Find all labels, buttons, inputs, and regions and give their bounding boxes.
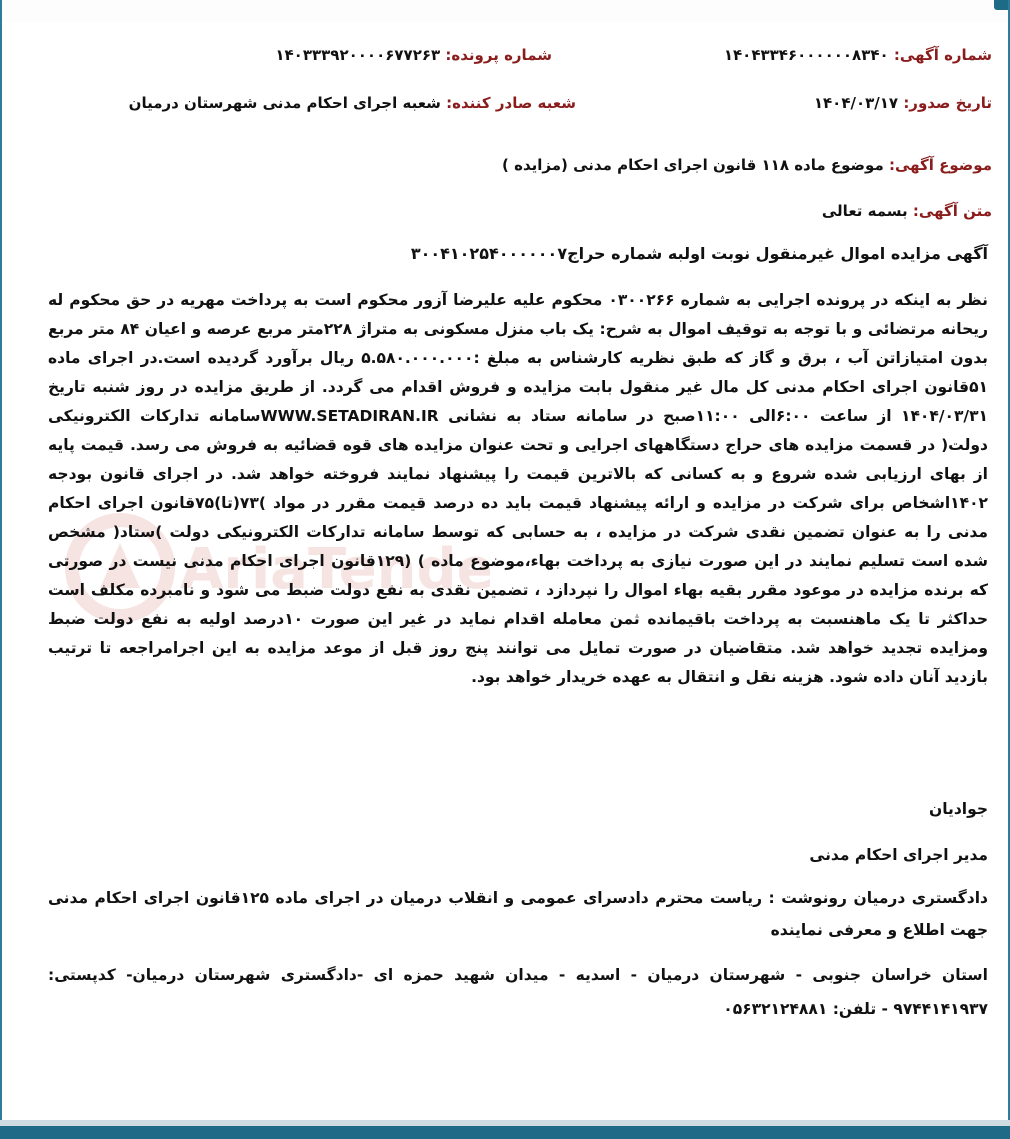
ad-number-row bbox=[724, 46, 992, 64]
issue-date: ۱۴۰۴/۰۳/۱۷ bbox=[813, 94, 899, 112]
issuer-label: شعبه صادر کننده: bbox=[446, 94, 576, 112]
case-number: ۱۴۰۳۳۳۹۲۰۰۰۰۶۷۷۲۶۳ bbox=[275, 46, 441, 64]
copy-note: دادگستری درمیان رونوشت : ریاست محترم دادسرای عمومی و انقلاب درمیان در اجرای ماده ۱۲۵قانون اجرای احکام مدنی جهت اطلاع و معرفی نماینده bbox=[48, 889, 988, 939]
notice-title: آگهی مزایده اموال غیرمنقول نوبت اولبه شماره حراج۳۰۰۴۱۰۲۵۴۰۰۰۰۰۰۷ bbox=[410, 244, 988, 263]
notice-body-paragraph: نظر به اینکه در پرونده اجرایی به شماره ۰۳۰۰۲۶۶ محکوم علیه علیرضا آزور محکوم است به پرداخت مهریه در حق محکوم له ریحانه مرتضائی و با توجه به توقیف اموال به شرح: یک باب منزل مسکونی به متراژ ۲۲۸متر مربع عرصه و اعیان ۸۴ متر مربع بدون امتیازاتن آب ، برق و گاز که طبق نظریه کارشناس به مبلغ :۵.۵۸۰.۰۰۰.۰۰۰ ریال برآورد گردیده است.در اجرای ماده ۵۱قانون اجرای احکام مدنی کل مال غیر منقول بابت مزایده و فروش اقدام می گردد. از طریق مزایده در روز شنبه تاریخ ۱۴۰۴/۰۳/۳۱ از ساعت ۶:۰۰الی ۱۱:۰۰صبح در سامانه ستاد به نشانی WWW.SETADIRAN.IRسامانه تدارکات الکترونیکی دولت( در قسمت مزایده های حراج دستگاههای اجرایی و تحت عنوان مزایده های قوه قضائیه به فروش می رسد. قیمت پایه از بهای ارزیابی شده شروع و به کسانی که بالاترین قیمت را پیشنهاد نمایند فروخته خواهد شد. در اجرای قانون بودجه ۱۴۰۲اشخاص برای شرکت در مزایده و ارائه پیشنهاد قیمت باید ده درصد قیمت مقرر در مواد )۷۳(تا)۷۵قانون اجرای احکام مدنی را به عنوان تضمین نقدی شرکت در مزایده ، به حسابی که توسط سامانه تدارکات الکترونیکی دولت )ستاد( مشخص شده است تسلیم نمایند در این صورت نیازی به پرداخت بهاء،موضوع ماده ) (۱۲۹قانون اجرای احکام مدنی نیست در صورتی که برنده مزایده در موعود مقرر بقیه بهاء اموال را نپردازد ، تضمین نقدی به نفع دولت ضبط می شود و نامبرده مکلف است حداکثر تا یک ماهنسبت به پرداخت باقیمانده ثمن معامله اقدام نماید در غیر این صورت ۱۰درصد اولیه به نفع دولت ضبط ومزایده تجدید خواهد شد. متقاضیان در صورت تمایل می توانند پنج روز قبل از موعد مزایده به این اجرامراجعه تا ترتیب بازدید آنان داده شود. هزینه نقل و انتقال به عهده خریدار خواهد بود. bbox=[48, 291, 988, 686]
issuer-row bbox=[129, 94, 576, 112]
issuer: شعبه اجرای احکام مدنی شهرستان درمیان bbox=[128, 94, 441, 112]
text-label: متن آگهی: bbox=[912, 202, 992, 220]
address: استان خراسان جنوبی - شهرستان درمیان - اسدیه - میدان شهید حمزه ای -دادگستری شهرستان درمیان- کدپستی: ۹۷۴۴۱۴۱۹۳۷ - تلفن: ۰۵۶۳۲۱۲۴۸۸۱ bbox=[48, 966, 988, 1018]
signature-title: مدیر اجرای احکام مدنی bbox=[809, 846, 988, 864]
subject: موضوع ماده ۱۱۸ قانون اجرای احکام مدنی (مزایده ) bbox=[502, 156, 884, 174]
subject-label: موضوع آگهی: bbox=[888, 156, 992, 174]
signature-name: جوادیان bbox=[928, 800, 988, 818]
case-number-row bbox=[275, 46, 552, 64]
opening-phrase: بسمه تعالی bbox=[821, 202, 908, 220]
issue-date-row bbox=[814, 94, 992, 112]
window-bottom-bar bbox=[0, 1126, 1010, 1139]
watermark-text: AriaTende bbox=[180, 537, 490, 602]
issue-date-label: تاریخ صدور: bbox=[903, 94, 992, 112]
text-row bbox=[822, 202, 992, 220]
ad-number-label: شماره آگهی: bbox=[893, 46, 992, 64]
ad-number: ۱۴۰۴۳۳۴۶۰۰۰۰۰۰۸۳۴۰ bbox=[723, 46, 889, 64]
subject-row bbox=[502, 156, 992, 174]
case-number-label: شماره پرونده: bbox=[445, 46, 552, 64]
